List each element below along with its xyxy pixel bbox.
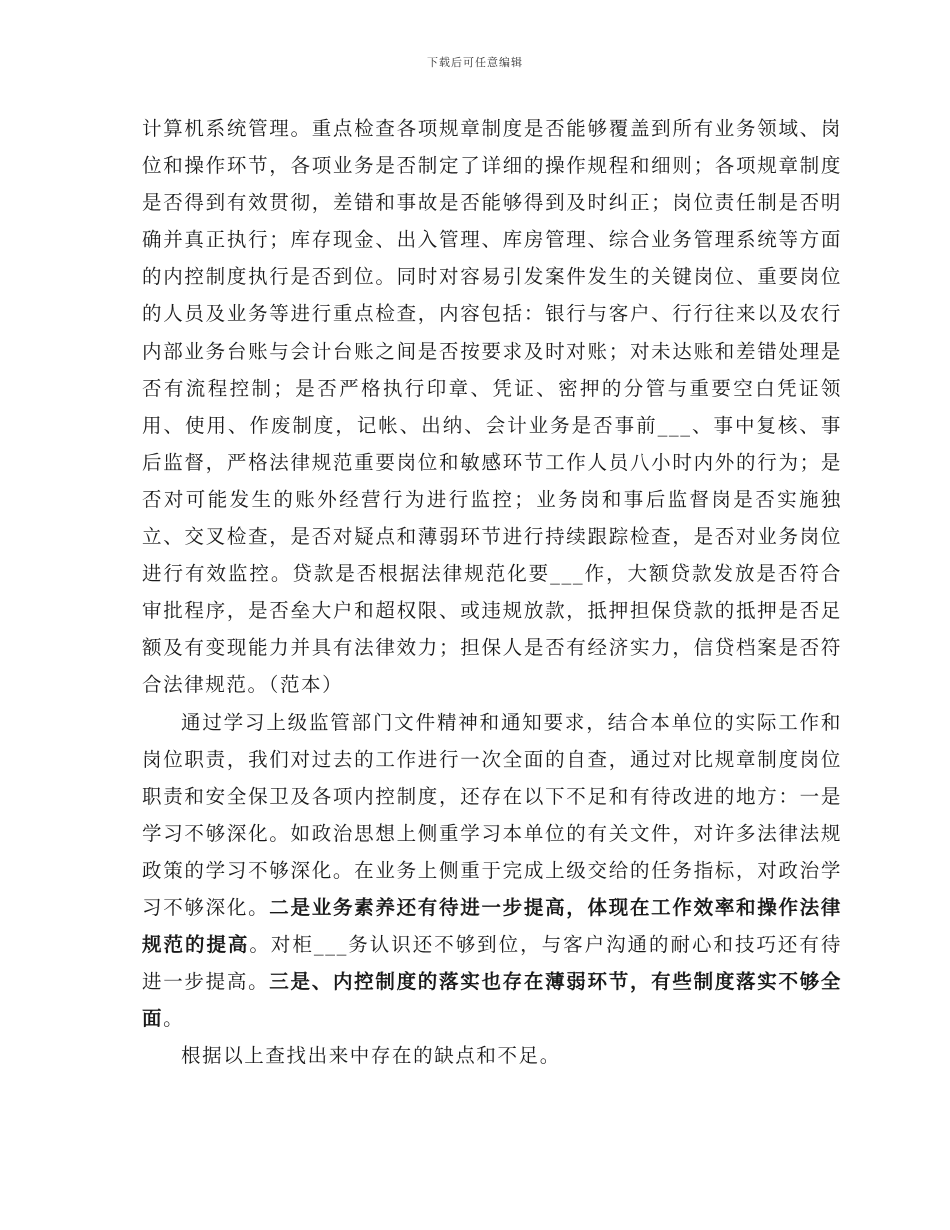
paragraph-inspection-scope: 计算机系统管理。重点检查各项规章制度是否能够覆盖到所有业务领域、岗位和操作环节，各项业务是否制定了详细的操作规程和细则；各项规章制度是否得到有效贯彻，差错和事故是否能够得到及时纠正；岗位责任制是否明确并真正执行；库存现金、出入管理、库房管理、综合业务管理系统等方面的内控制度执行是否到位。同时对容易引发案件发生的关键岗位、重要岗位的人员及业务等进行重点检查，内容包括：银行与客户、行行往来以及农行内部业务台账与会计台账之间是否按要求及时对账；对未达账和差错处理是否有流程控制；是否严格执行印章、凭证、密押的分管与重要空白凭证领用、使用、作废制度，记帐、出纳、会计业务是否事前___、事中复核、事后监督，严格法律规范重要岗位和敏感环节工作人员八小时内外的行为；是否对可能发生的账外经营行为进行监控；业务岗和事后监督岗是否实施独立、交叉检查，是否对疑点和薄弱环节进行持续跟踪检查，是否对业务岗位进行有效监控。贷款是否根据法律规范化要___作，大额贷款发放是否符合审批程序，是否垒大户和超权限、或违规放款，抵押担保贷款的抵押是否足额及有变现能力并具有法律效力；担保人是否有经济实力，信贷档案是否符合法律规范。（范本） — [142, 117, 842, 697]
self-check-text-1: 通过学习上级监管部门文件精神和通知要求，结合本单位的实际工作和岗位职责，我们对过去的工作进行一次全面的自查，通过对比规章制度岗位职责和安全保卫及各项内控制度，还存在以下不足和有待改进的地方：一是学习不够深化。如政治思想上侧重学习本单位的有关文件，对许多法律法规政策的学习不够深化。在业务上侧重于完成上级交给的任务指标，对政治学习不够深化。 — [142, 710, 842, 919]
self-check-bold-point-2: 二是业务素养还有待进一步提高，体现在工作效率和操作法律规范的提高 — [142, 895, 842, 957]
paragraph-self-check — [142, 704, 842, 1038]
document-body — [142, 110, 842, 1074]
self-check-bold-point-3: 三是、内控制度的落实也存在薄弱环节，有些制度落实不够全面 — [142, 970, 842, 1031]
self-check-text-3: 。 — [163, 1007, 185, 1031]
paragraph-conclusion: 根据以上查找出来中存在的缺点和不足。 — [181, 1044, 561, 1068]
page-header: 下载后可任意编辑 — [427, 56, 523, 69]
self-check-text-2: 。对柜___务认识还不够到位，与客户沟通的耐心和技巧还有待进一步提高。 — [142, 933, 842, 994]
